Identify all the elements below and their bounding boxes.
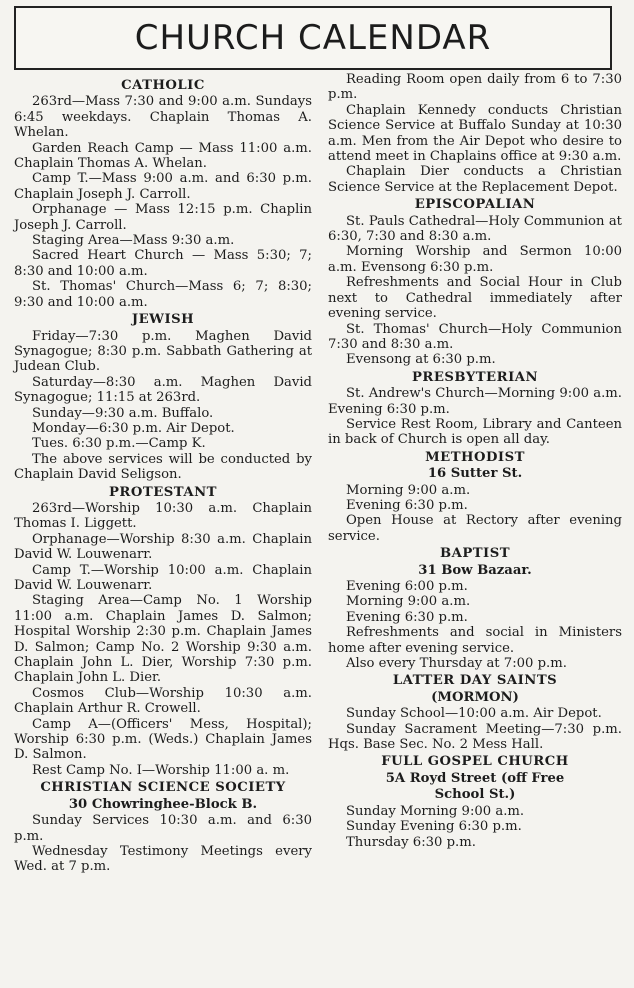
listing-paragraph: 263rd—Worship 10:30 a.m. Chaplain Thomas I. Liggett. [14,500,312,532]
address-subheading: 16 Sutter St. [427,466,523,482]
denomination-heading: EPISCOPALIAN [414,197,536,213]
listing-paragraph: Refreshments and social in Ministers home after evening service. [328,625,622,656]
listing-paragraph: Chaplain Kennedy conducts Christian Science Service at Buffalo Sunday at 10:30 a.m. Men from the Air Depot who desire to attend meet in Chaplains office at 9:30 a.m. [328,102,622,165]
listing-paragraph: Thursday 6:30 p.m. [346,834,476,850]
listing-paragraph: Staging Area—Mass 9:30 a.m. [32,233,235,249]
address-subheading: 30 Chowringhee-Block B. [68,796,258,812]
listing-paragraph: St. Thomas' Church—Holy Communion 7:30 and 8:30 a.m. [328,321,622,352]
listing-paragraph: Also every Thursday at 7:00 p.m. [346,656,567,672]
denomination-heading: PROTESTANT [109,484,217,500]
listing-paragraph: Camp A—(Officers' Mess, Hospital); Worship 6:30 p.m. (Weds.) Chaplain James D. Salmon. [14,716,312,763]
denomination-heading: PRESBYTERIAN [411,369,539,385]
address-subheading: 5A Royd Street (off Free [385,770,565,786]
listing-paragraph: Tues. 6:30 p.m.—Camp K. [32,436,206,452]
listing-paragraph: The above services will be conducted by Chaplain David Seligson. [14,451,312,483]
listing-paragraph: Open House at Rectory after evening service. [328,513,622,544]
address-subheading: 31 Bow Bazaar. [418,562,532,578]
listing-paragraph: Garden Reach Camp — Mass 11:00 a.m. Chaplain Thomas A. Whelan. [14,140,312,172]
listing-paragraph: Refreshments and Social Hour in Club next to Cathedral immediately after evening service. [328,275,622,322]
listing-paragraph: Evening 6:30 p.m. [346,497,468,513]
denomination-heading: LATTER DAY SAINTS [392,673,558,689]
listing-paragraph: Wednesday Testimony Meetings every Wed. at 7 p.m. [14,843,312,875]
listing-paragraph: Sacred Heart Church — Mass 5:30; 7; 8:30 and 10:00 a.m. [14,248,312,279]
listing-paragraph: St. Pauls Cathedral—Holy Communion at 6:30, 7:30 and 8:30 a.m. [328,213,622,245]
listing-paragraph: Evening 6:30 p.m. [346,609,468,625]
listing-paragraph: Camp T.—Mass 9:00 a.m. and 6:30 p.m. Chaplain Joseph J. Carroll. [14,171,312,202]
address-subheading: (MORMON) [431,689,519,705]
listing-paragraph: Chaplain Dier conducts a Christian Science Service at the Replacement Depot. [328,164,622,195]
listing-paragraph: St. Thomas' Church—Mass 6; 7; 8:30; 9:30 and 10:00 a.m. [14,279,312,310]
listing-paragraph: Rest Camp No. I—Worship 11:00 a. m. [32,762,290,778]
denomination-heading: METHODIST [425,449,525,465]
listing-paragraph: Evensong at 6:30 p.m. [346,352,496,368]
listing-paragraph: Morning 9:00 a.m. [346,594,471,610]
listing-paragraph: Sunday School—10:00 a.m. Air Depot. [346,706,602,722]
listing-paragraph: Saturday—8:30 a.m. Maghen David Synagogue; 11:15 at 263rd. [14,374,312,406]
listing-paragraph: Morning Worship and Sermon 10:00 a.m. Evensong 6:30 p.m. [328,244,622,275]
listing-paragraph: Sunday Morning 9:00 a.m. [346,803,525,819]
page-title: CHURCH CALENDAR [134,18,492,58]
listing-paragraph: Sunday Evening 6:30 p.m. [346,819,522,835]
listing-paragraph: Monday—6:30 p.m. Air Depot. [32,420,235,436]
listing-paragraph: Staging Area—Camp No. 1 Worship 11:00 a.m. Chaplain James D. Salmon; Hospital Worship 2:30 p.m. Chaplain James D. Salmon; Camp No. 2 Worship 9:30 a.m. Chaplain John L. Dier, Worship 7:30 p.m. Chaplain John L. Dier. [14,593,312,686]
listing-paragraph: Evening 6:00 p.m. [346,579,468,594]
listing-paragraph: Orphanage—Worship 8:30 a.m. Chaplain David W. Louwenarr. [14,531,312,563]
listing-paragraph: Service Rest Room, Library and Canteen in back of Church is open all day. [328,416,622,448]
denomination-heading: CHRISTIAN SCIENCE SOCIETY [40,780,286,796]
listing-paragraph: Camp T.—Worship 10:00 a.m. Chaplain David W. Louwenarr. [14,562,312,593]
denomination-heading: BAPTIST [439,546,511,562]
listing-paragraph: Morning 9:00 a.m. [346,482,471,498]
denomination-heading: JEWISH [131,312,195,328]
listing-paragraph: Orphanage — Mass 12:15 p.m. Chaplin Joseph J. Carroll. [14,202,312,233]
listing-paragraph: Sunday—9:30 a.m. Buffalo. [32,405,214,421]
denomination-heading: FULL GOSPEL CHURCH [381,754,569,770]
listing-paragraph: Reading Room open daily from 6 to 7:30 p.m. [328,72,622,103]
address-subheading: School St.) [434,787,516,803]
listing-paragraph: Friday—7:30 p.m. Maghen David Synagogue; 8:30 p.m. Sabbath Gathering at Judean Club. [14,328,312,375]
listing-paragraph: 263rd—Mass 7:30 and 9:00 a.m. Sundays 6:45 weekdays. Chaplain Thomas A. Whelan. [14,94,312,141]
denomination-heading: CATHOLIC [121,78,205,93]
listing-paragraph: Sunday Sacrament Meeting—7:30 p.m. Hqs. Base Sec. No. 2 Mess Hall. [328,721,622,753]
title-box [14,6,612,70]
left-column [14,76,312,875]
listing-paragraph: Sunday Services 10:30 a.m. and 6:30 p.m. [14,813,312,844]
right-column [328,72,622,850]
listing-paragraph: St. Andrew's Church—Morning 9:00 a.m. Evening 6:30 p.m. [328,386,622,417]
listing-paragraph: Cosmos Club—Worship 10:30 a.m. Chaplain Arthur R. Crowell. [14,685,312,717]
